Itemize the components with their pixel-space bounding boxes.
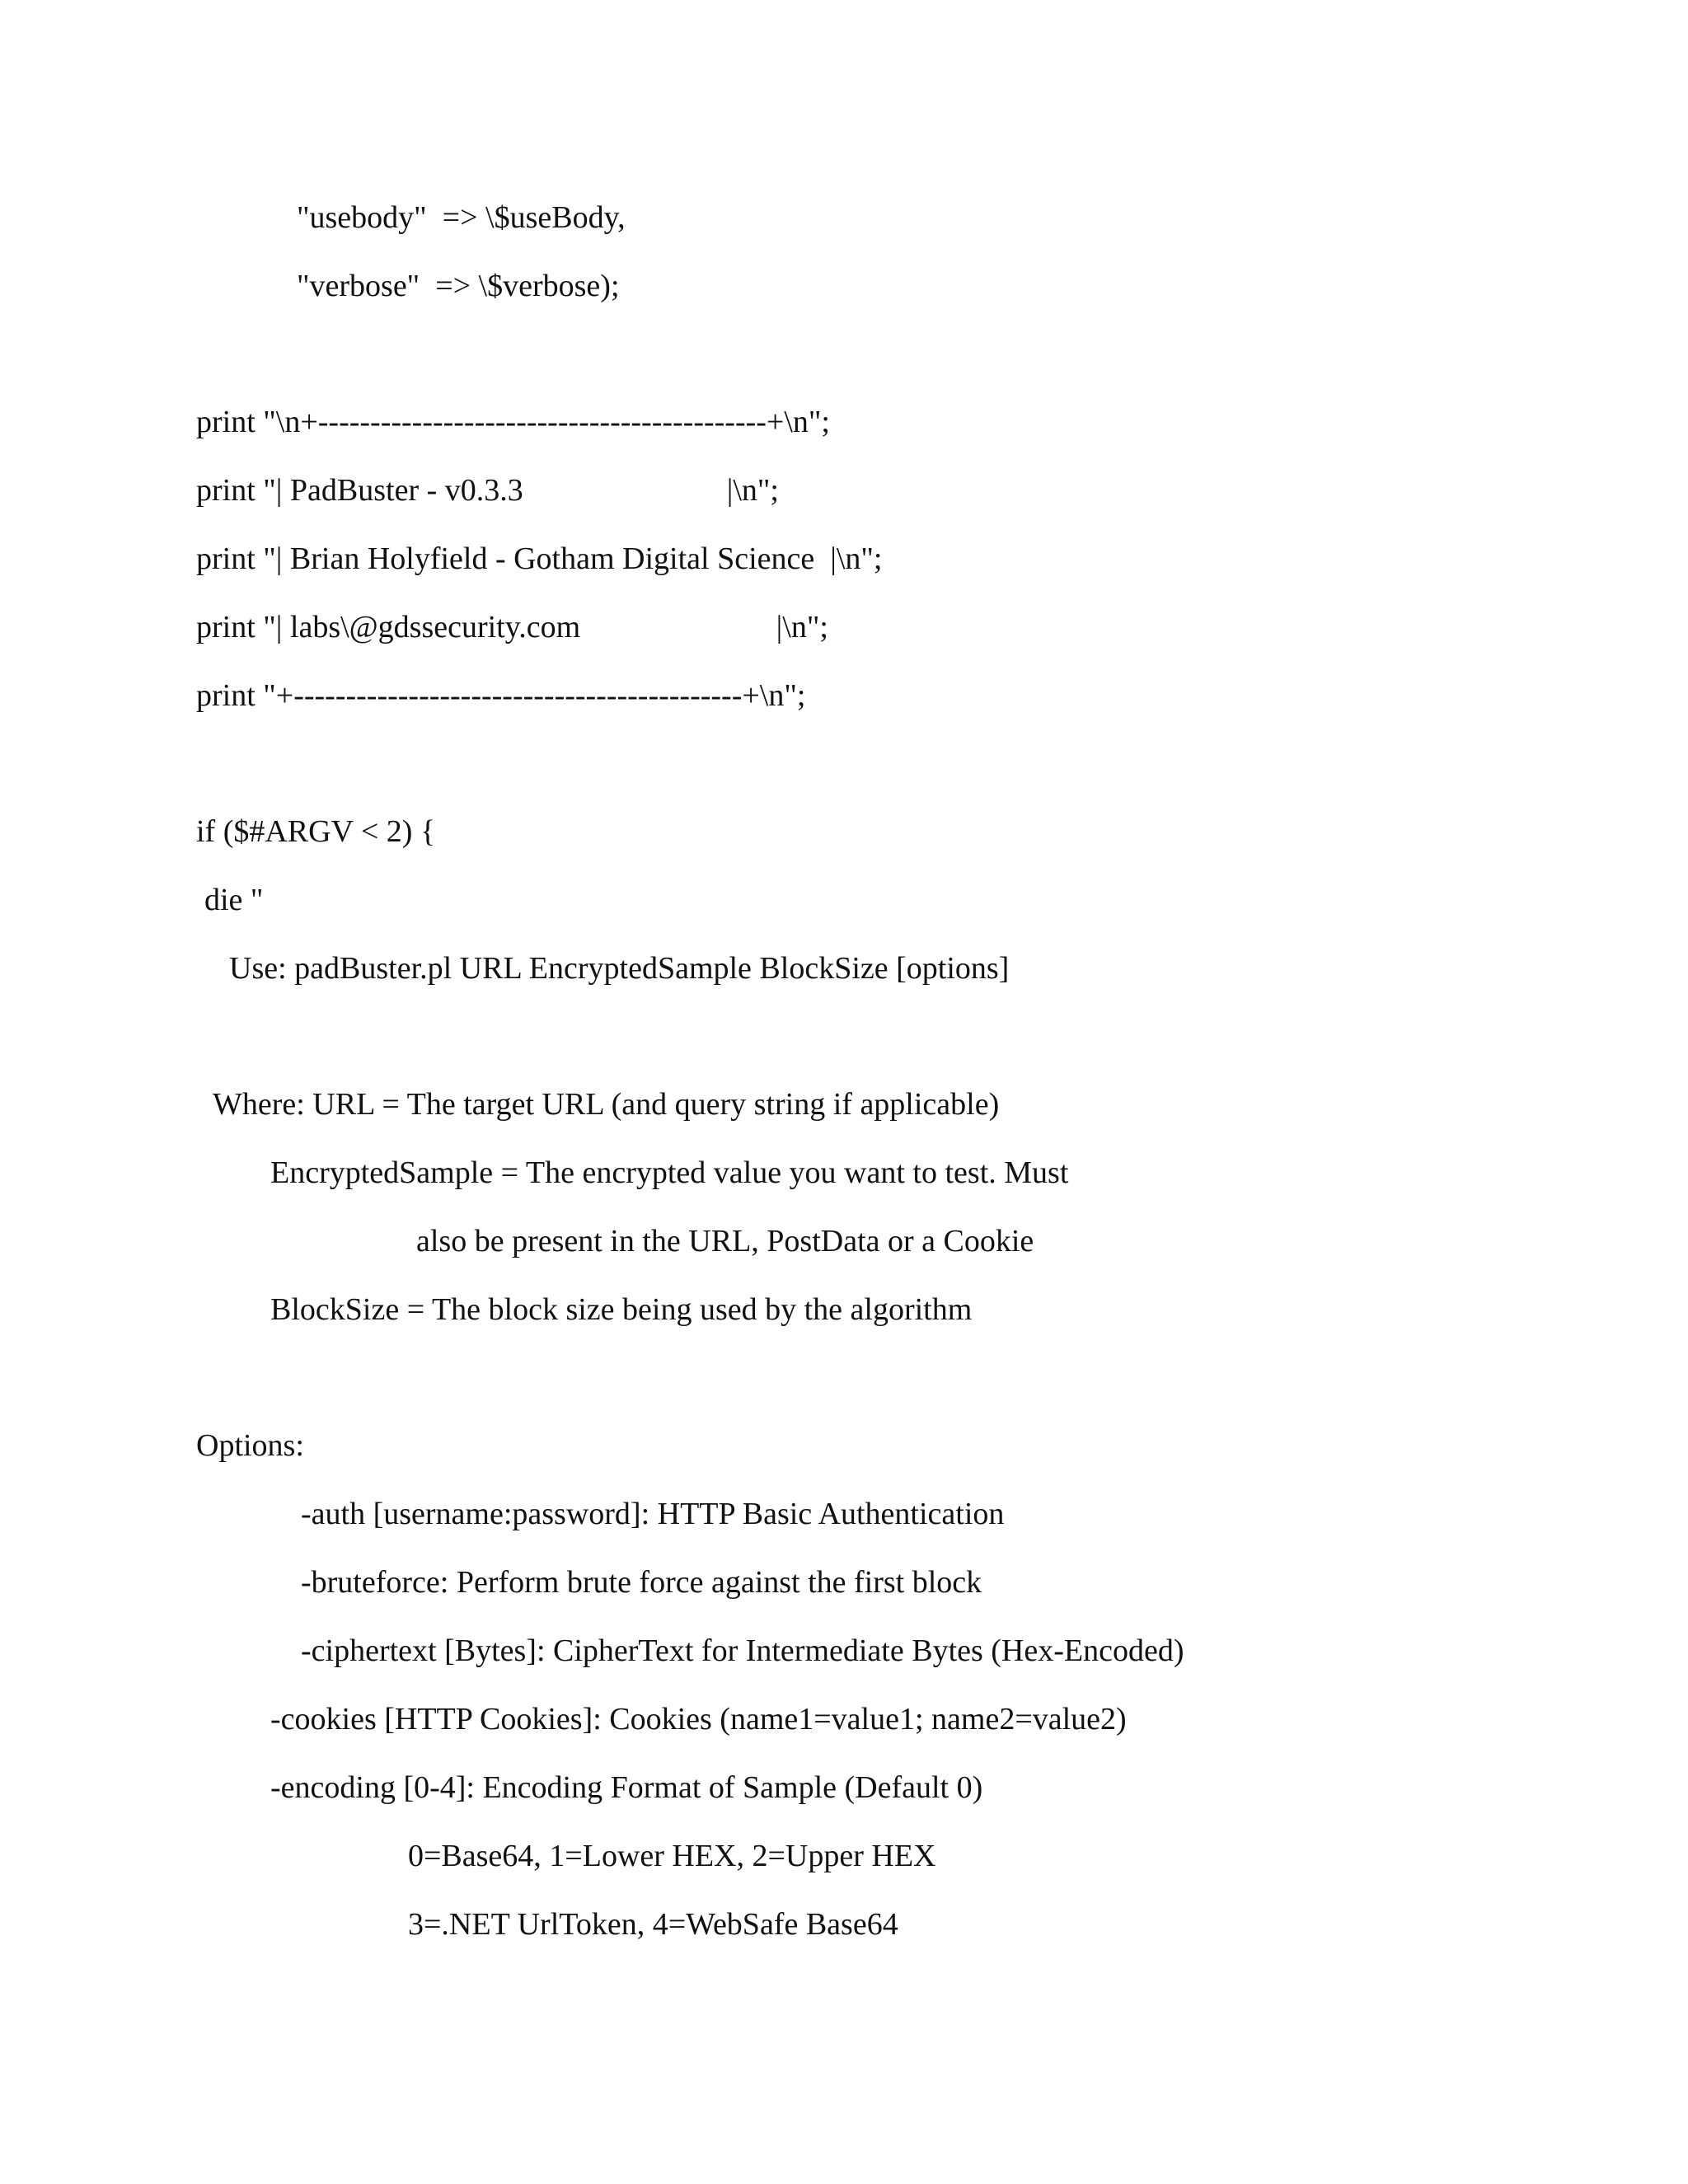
code-line: print "\n+-------------------------------------------+\n";	[196, 405, 830, 439]
code-line: -cookies [HTTP Cookies]: Cookies (name1=value1; name2=value2)	[270, 1702, 1127, 1736]
code-line: -encoding [0-4]: Encoding Format of Sample (Default 0)	[270, 1770, 983, 1805]
code-line: -ciphertext [Bytes]: CipherText for Intermediate Bytes (Hex-Encoded)	[301, 1633, 1184, 1668]
code-line: EncryptedSample = The encrypted value you want to test. Must	[270, 1155, 1069, 1190]
code-line: die "	[204, 883, 264, 917]
code-line: -auth [username:password]: HTTP Basic Authentication	[301, 1497, 1005, 1531]
code-line: print "+-------------------------------------------+\n";	[196, 678, 806, 713]
code-line: print "| PadBuster - v0.3.3 |\n";	[196, 473, 779, 508]
code-line: print "| Brian Holyfield - Gotham Digital Science |\n";	[196, 541, 883, 576]
code-line: 3=.NET UrlToken, 4=WebSafe Base64	[408, 1907, 898, 1942]
code-line: BlockSize = The block size being used by the algorithm	[270, 1292, 973, 1327]
code-line: -bruteforce: Perform brute force against the first block	[301, 1565, 982, 1600]
code-line: "usebody" => \$useBody,	[297, 200, 626, 235]
code-line: print "| labs\@gdssecurity.com |\n";	[196, 610, 828, 644]
code-line: "verbose" => \$verbose);	[297, 269, 620, 303]
code-line: Where: URL = The target URL (and query string if applicable)	[213, 1087, 1000, 1122]
code-line: if ($#ARGV < 2) {	[196, 814, 436, 849]
code-line: 0=Base64, 1=Lower HEX, 2=Upper HEX	[408, 1839, 936, 1873]
code-line: Options:	[196, 1428, 304, 1463]
code-line: also be present in the URL, PostData or a Cookie	[416, 1224, 1034, 1258]
code-line: Use: padBuster.pl URL EncryptedSample BlockSize [options]	[229, 951, 1010, 986]
